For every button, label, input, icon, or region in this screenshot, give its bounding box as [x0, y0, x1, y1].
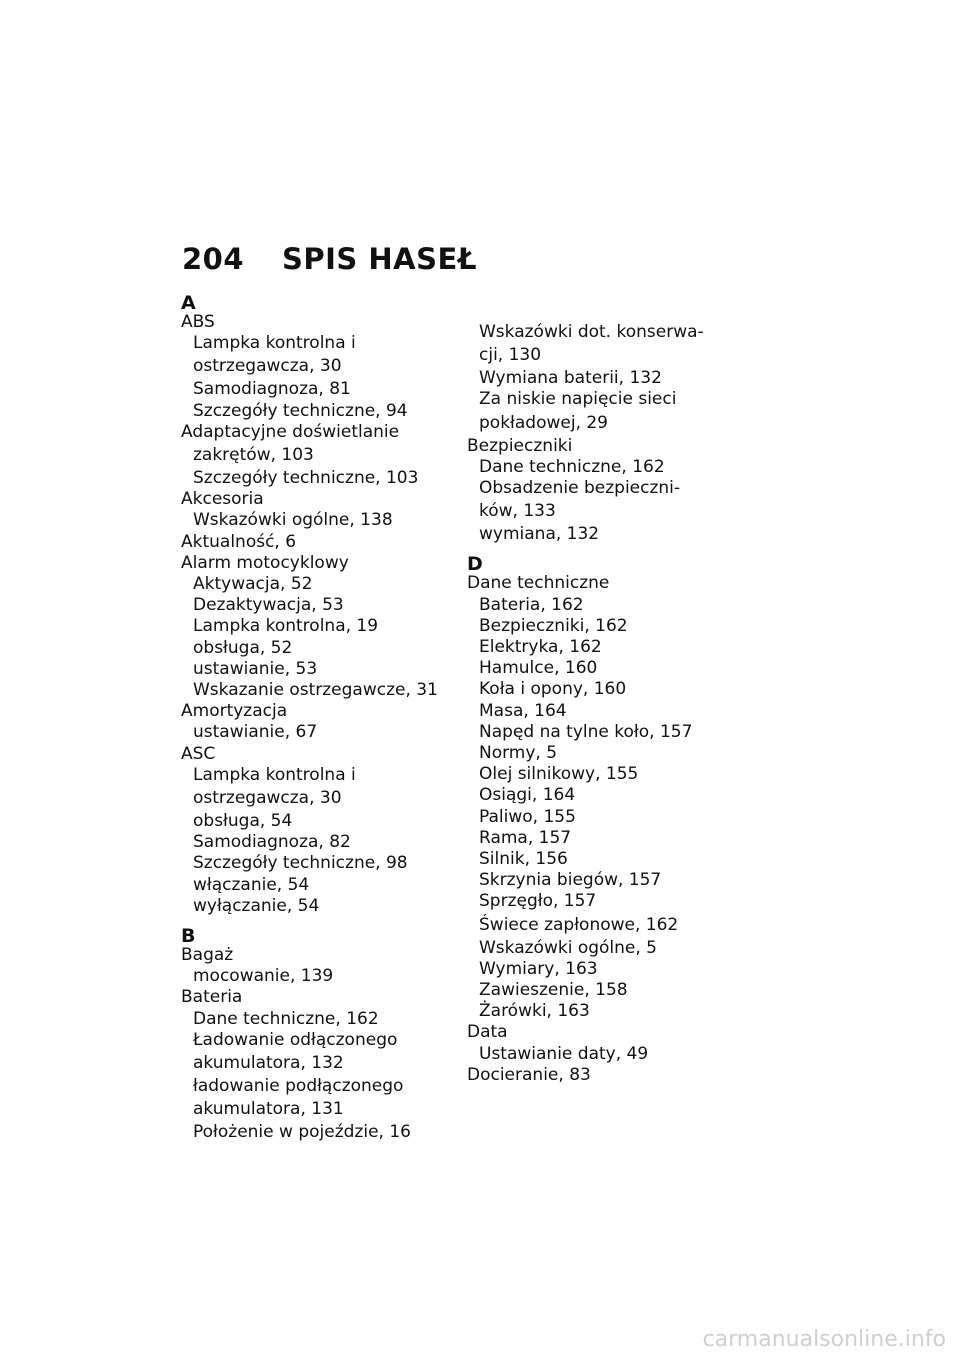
index-subentry: Rama, 157: [479, 827, 572, 848]
index-subentry: Świece zapłonowe, 162: [479, 914, 679, 935]
index-subentry: Szczegóły techniczne, 98: [193, 853, 408, 874]
index-subentry: Masa, 164: [479, 700, 567, 721]
index-subentry: Ustawianie daty, 49: [479, 1043, 649, 1064]
index-entry: Dane techniczne: [467, 573, 610, 594]
index-subentry: Samodiagnoza, 81: [193, 379, 351, 400]
index-subentry: wymiana, 132: [479, 524, 600, 545]
index-subentry: Bezpieczniki, 162: [479, 615, 628, 636]
index-subentry: Lampka kontrolna i: [193, 764, 356, 785]
index-subentry: Wymiary, 163: [479, 958, 598, 979]
index-entry: Aktualność, 6: [181, 531, 297, 552]
index-subentry: Wskazówki ogólne, 5: [479, 937, 658, 958]
index-subentry-continued: ostrzegawcza, 30: [193, 356, 342, 377]
index-subentry: mocowanie, 139: [193, 966, 334, 987]
index-entry: Adaptacyjne doświetlanie: [181, 421, 400, 442]
index-subentry: ustawianie, 53: [193, 658, 318, 679]
index-subentry: Napęd na tylne koło, 157: [479, 721, 693, 742]
index-subentry: Elektryka, 162: [479, 637, 602, 658]
index-subentry: Lampka kontrolna, 19: [193, 616, 379, 637]
index-subentry: obsługa, 54: [193, 811, 293, 832]
page-number: 204: [182, 242, 245, 276]
index-subentry: Zawieszenie, 158: [479, 980, 628, 1001]
index-subentry: Dane techniczne, 162: [479, 456, 665, 477]
index-subentry: Obsadzenie bezpieczni-: [479, 478, 681, 499]
index-subentry: Olej silnikowy, 155: [479, 764, 639, 785]
index-subentry-continued: pokładowej, 29: [479, 412, 609, 433]
index-subentry: obsługa, 52: [193, 637, 293, 658]
index-subentry: Wymiana baterii, 132: [479, 368, 662, 389]
index-subentry: Żarówki, 163: [479, 1001, 590, 1022]
index-subentry-continued: cji, 130: [479, 345, 542, 366]
index-subentry: Wskazówki dot. konserwa-: [479, 322, 704, 342]
index-entry: Akcesoria: [181, 489, 264, 510]
index-subentry: Osiągi, 164: [479, 785, 576, 806]
index-subentry: Bateria, 162: [479, 594, 584, 615]
index-entry: Docieranie, 83: [467, 1064, 591, 1085]
index-entry: Bezpieczniki: [467, 435, 573, 456]
index-subentry: Dezaktywacja, 53: [193, 595, 344, 616]
index-subentry: Szczegóły techniczne, 103: [193, 468, 419, 489]
index-entry: Bagaż: [181, 945, 234, 966]
index-subentry: ustawianie, 67: [193, 722, 318, 743]
index-subentry: Hamulce, 160: [479, 658, 598, 679]
index-subentry: Silnik, 156: [479, 849, 568, 870]
index-subentry: Paliwo, 155: [479, 806, 576, 827]
index-subentry: Wskazówki ogólne, 138: [193, 510, 393, 531]
index-column-right: [467, 322, 747, 1086]
index-letter-b: B: [181, 925, 196, 948]
index-letter-a: A: [181, 292, 196, 314]
index-letter-d: D: [467, 553, 483, 576]
index-subentry: Skrzynia biegów, 157: [479, 870, 662, 891]
index-subentry: Ładowanie odłączonego: [193, 1029, 398, 1050]
index-subentry: wyłączanie, 54: [193, 895, 320, 916]
index-subentry-continued: akumulatora, 132: [193, 1053, 344, 1074]
index-entry: ABS: [181, 312, 215, 332]
index-entry: ASC: [181, 743, 216, 764]
index-subentry: Lampka kontrolna i: [193, 333, 356, 354]
index-entry: Amortyzacja: [181, 701, 288, 722]
index-column-left: [181, 294, 461, 1144]
index-subentry: włączanie, 54: [193, 874, 310, 895]
index-subentry: Normy, 5: [479, 743, 558, 764]
index-subentry-continued: ków, 133: [479, 501, 556, 522]
index-entry: Bateria: [181, 987, 243, 1008]
index-subentry: Szczegóły techniczne, 94: [193, 400, 408, 421]
index-subentry: Sprzęgło, 157: [479, 891, 597, 912]
page-header: [182, 242, 477, 276]
index-subentry: Położenie w pojeździe, 16: [193, 1122, 411, 1143]
index-subentry-continued: ostrzegawcza, 30: [193, 788, 342, 809]
index-entry-continued: zakrętów, 103: [193, 445, 314, 466]
index-entry: Alarm motocyklowy: [181, 552, 349, 573]
index-subentry: ładowanie podłączonego: [193, 1076, 404, 1097]
index-entry: Data: [467, 1022, 508, 1043]
page-title: SPIS HASEŁ: [282, 242, 477, 276]
index-subentry: Dane techniczne, 162: [193, 1008, 379, 1029]
index-subentry: Wskazanie ostrzegawcze, 31: [193, 680, 438, 701]
index-subentry: Aktywacja, 52: [193, 574, 313, 595]
index-subentry: Koła i opony, 160: [479, 679, 627, 700]
watermark: carmanualsonline.info: [702, 1327, 946, 1352]
index-subentry-continued: akumulatora, 131: [193, 1099, 344, 1120]
index-subentry: Za niskie napięcie sieci: [479, 389, 677, 410]
index-subentry: Samodiagnoza, 82: [193, 832, 351, 853]
